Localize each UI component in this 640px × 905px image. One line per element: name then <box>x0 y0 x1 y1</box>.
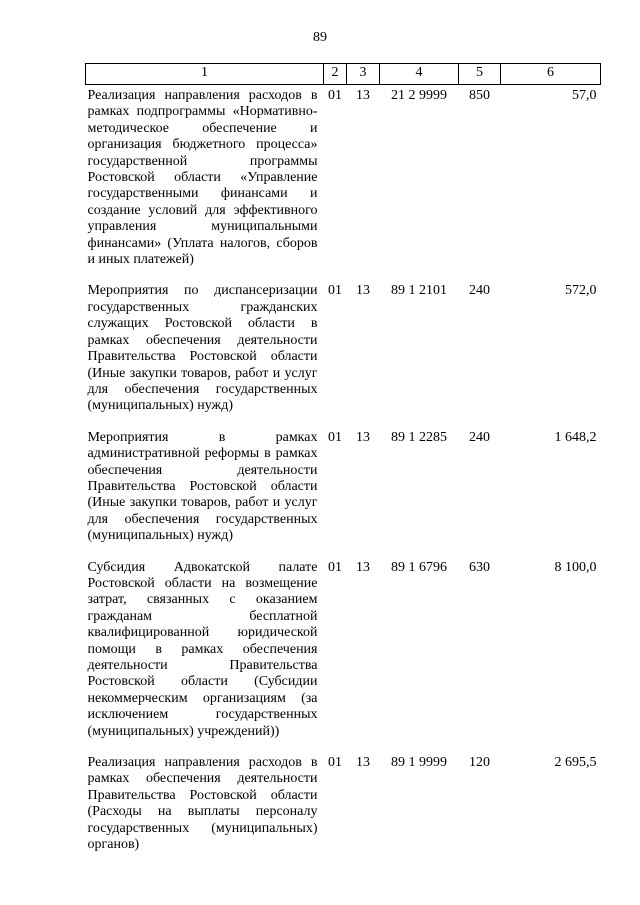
expense-name: Мероприятия по диспансеризации государственных гражданских служащих Ростовской области в рамках обеспечения деятельности Правительства Ростовской области (Иные закупки товаров, работ и услуг для обеспечения государственных (муниципальных) нужд) <box>87 283 318 414</box>
subsection-code: 13 <box>356 429 370 445</box>
subsection-code: 13 <box>356 88 370 103</box>
amount: 2 695,5 <box>554 755 597 771</box>
subsection-code: 13 <box>356 755 370 771</box>
target-article-code: 89 1 9999 <box>391 755 447 771</box>
section-code: 01 <box>328 755 342 771</box>
section-code: 01 <box>328 559 342 575</box>
subsection-code: 13 <box>356 559 370 575</box>
amount: 57,0 <box>572 88 597 103</box>
column-header-6: 6 <box>501 64 601 85</box>
column-header-5: 5 <box>459 64 501 85</box>
amount: 1 648,2 <box>554 429 597 445</box>
expense-name: Реализация направления расходов в рамках обеспечения деятельности Правительства Ростовской области (Расходы на выплаты персоналу государственных (муниципальных) органов) <box>87 755 318 853</box>
section-code: 01 <box>328 88 342 103</box>
expense-type-code: 850 <box>469 88 490 103</box>
target-article-code: 89 1 6796 <box>391 559 447 575</box>
budget-table <box>85 63 601 865</box>
target-article-code: 89 1 2101 <box>391 283 447 299</box>
expense-name: Реализация направления расходов в рамках подпрограммы «Нормативно-методическое обеспечение и организация бюджетного процесса» государственной программы Ростовской области «Управление государственными финансами и создание условий для эффективного управления муниципальными финансами» (Уплата налогов, сборов и иных платежей) <box>87 88 318 268</box>
table-header-row <box>86 64 601 85</box>
amount: 572,0 <box>565 283 597 299</box>
column-header-1: 1 <box>86 64 324 85</box>
expense-name: Субсидия Адвокатской палате Ростовской области на возмещение затрат, связанных с оказанием гражданам бесплатной квалифицированной юридической помощи в рамках обеспечения деятельности Правительства Ростовской области (Субсидии некоммерческим организациям (за исключением государственных (муниципальных) учреждений)) <box>87 559 318 739</box>
section-code: 01 <box>328 429 342 445</box>
expense-type-code: 630 <box>469 559 490 575</box>
target-article-code: 21 2 9999 <box>391 88 447 103</box>
table-row <box>86 85 601 281</box>
column-header-3: 3 <box>347 64 380 85</box>
amount: 8 100,0 <box>554 559 597 575</box>
subsection-code: 13 <box>356 283 370 299</box>
section-code: 01 <box>328 283 342 299</box>
table-row <box>86 557 601 752</box>
table-row <box>86 752 601 865</box>
expense-type-code: 240 <box>469 283 490 299</box>
target-article-code: 89 1 2285 <box>391 429 447 445</box>
expense-type-code: 240 <box>469 429 490 445</box>
page-number: 89 <box>313 30 327 45</box>
expense-type-code: 120 <box>469 755 490 771</box>
column-header-4: 4 <box>380 64 459 85</box>
table-row <box>86 280 601 426</box>
table-row <box>86 427 601 557</box>
expense-name: Мероприятия в рамках административной реформы в рамках обеспечения деятельности Правительства Ростовской области (Иные закупки товаров, работ и услуг для обеспечения государственных (муниципальных) нужд) <box>87 429 318 544</box>
column-header-2: 2 <box>324 64 347 85</box>
